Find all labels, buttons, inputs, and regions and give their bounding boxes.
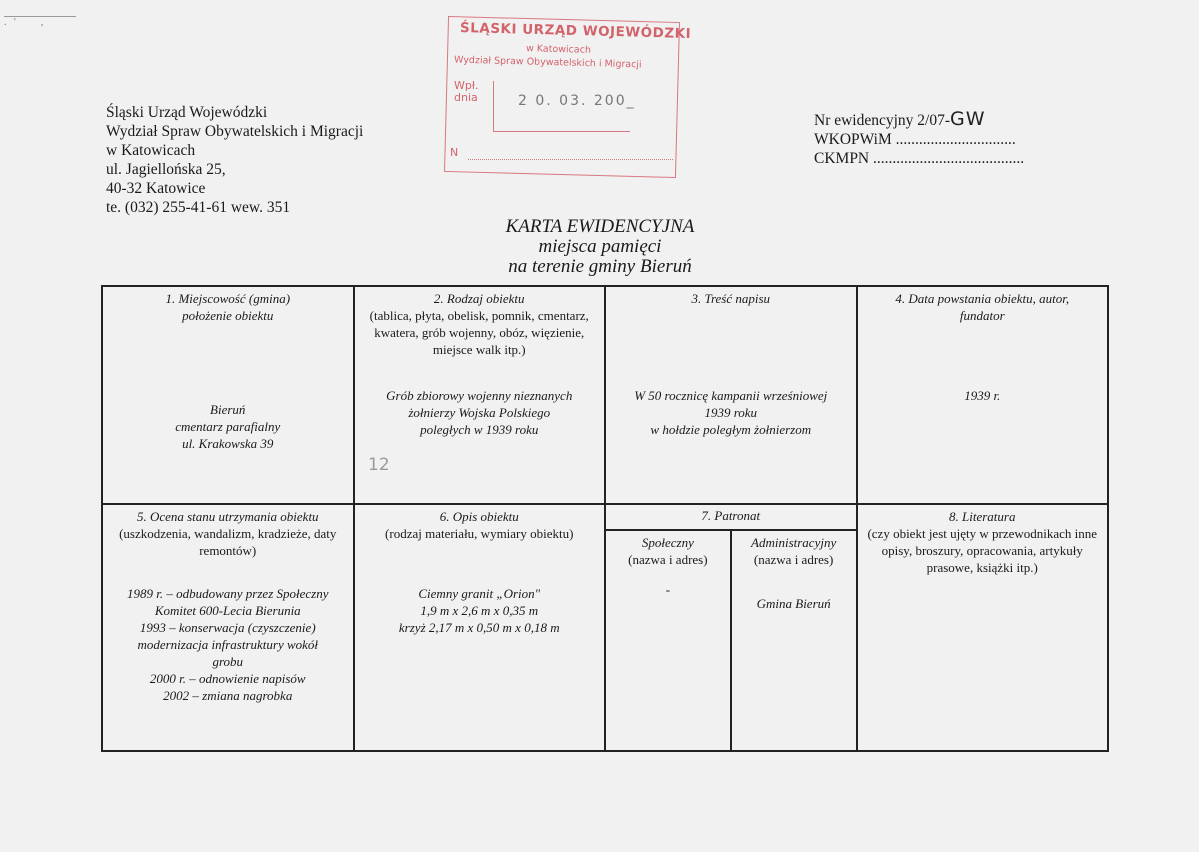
cell-inscription: [605, 286, 857, 504]
patronage-admin: [730, 531, 856, 750]
sender-line: ul. Jagiellońska 25,: [106, 161, 226, 178]
stamp-nr-line: [468, 159, 673, 160]
sender-line: Wydział Spraw Obywatelskich i Migracji: [106, 123, 364, 140]
stamp-date: 2 0. 03. 200_: [518, 93, 636, 109]
location-header: 1. Miejscowość (gmina): [165, 291, 291, 306]
description-line: krzyż 2,17 m x 0,50 m x 0,18 m: [398, 620, 560, 635]
stamp-wpl: Wpł.: [454, 79, 479, 92]
registry-nr: [814, 110, 1024, 130]
title-line-2: miejsca pamięci: [538, 236, 662, 257]
table-row: [102, 286, 1108, 504]
patronage-social: [606, 531, 730, 750]
cell-description: [354, 504, 606, 751]
sender-line: te. (032) 255-41-61 wew. 351: [106, 199, 291, 216]
location-line: cmentarz parafialny: [175, 419, 281, 434]
cell-creation-date: [857, 286, 1109, 504]
stamp-city: w Katowicach: [525, 43, 592, 56]
patronage-header: 7. Patronat: [606, 505, 856, 531]
cell-patronage: [605, 504, 857, 751]
inscription-line: W 50 rocznicę kampanii wrześniowej: [634, 388, 828, 403]
description-value: [361, 585, 599, 636]
description-header: 6. Opis obiektu: [439, 509, 519, 524]
creation-value: 1939 r.: [964, 388, 1001, 403]
description-line: 1,9 m x 2,6 m x 0,35 m: [420, 603, 539, 618]
object-type-value: [361, 387, 599, 438]
location-value: [109, 401, 347, 452]
sender-address: [106, 103, 363, 217]
registry-ckmpn: CKMPN .......................................: [814, 150, 1025, 167]
registry-nr-handwritten: GW: [950, 108, 986, 130]
condition-line: 2000 r. – odnowienie napisów: [149, 671, 306, 686]
document-title: [400, 217, 800, 277]
table-row: [102, 504, 1108, 751]
social-value: -: [665, 582, 671, 597]
pencil-note: 12: [368, 455, 390, 475]
object-type-header: 2. Rodzaj obiektu: [433, 291, 525, 306]
admin-header: Administracyjny: [751, 535, 837, 550]
stamp-nr: N: [450, 146, 459, 159]
admin-value: Gmina Bieruń: [756, 596, 831, 611]
registry-nr-label: Nr ewidencyjny 2/07-: [814, 112, 951, 129]
inscription-line: w hołdzie poległym żołnierzom: [650, 422, 812, 437]
social-header: Społeczny: [641, 535, 694, 550]
literature-header: 8. Literatura: [949, 509, 1016, 524]
registry-numbers: [814, 110, 1024, 168]
cell-object-type: [354, 286, 606, 504]
location-header-2: położenie obiektu: [182, 308, 274, 323]
object-type-line: poległych w 1939 roku: [420, 422, 539, 437]
cell-condition: [102, 504, 354, 751]
condition-line: 2002 – zmiana nagrobka: [163, 688, 293, 703]
sender-line: w Katowicach: [106, 142, 196, 159]
social-sub: (nazwa i adres): [628, 552, 708, 567]
creation-header-2: fundator: [959, 308, 1005, 323]
condition-line: 1993 – konserwacja (czyszczenie): [139, 620, 316, 635]
condition-value: [109, 585, 347, 704]
object-type-line: Grób zbiorowy wojenny nieznanych: [386, 388, 573, 403]
record-card-table: [101, 285, 1109, 752]
scan-mark: . ' ,: [4, 16, 76, 31]
stamp-office: ŚLĄSKI URZĄD WOJEWÓDZKI: [459, 19, 692, 43]
receipt-stamp: [446, 19, 692, 177]
registry-wkopwim: WKOPWiM ...............................: [814, 131, 1016, 148]
stamp-received-label: [454, 80, 478, 104]
condition-sub: (uszkodzenia, wandalizm, kradzieże, daty remontów): [119, 526, 337, 558]
description-sub: (rodzaj materiału, wymiary obiektu): [385, 526, 574, 541]
literature-sub: (czy obiekt jest ujęty w przewodnikach inne opisy, broszury, opracowania, artykuły prasowe, książki itp.): [867, 526, 1098, 575]
condition-line: grobu: [212, 654, 244, 669]
admin-sub: (nazwa i adres): [753, 552, 834, 567]
stamp-dnia: dnia: [454, 91, 478, 104]
object-type-sub: (tablica, płyta, obelisk, pomnik, cmentarz, kwatera, grób wojenny, obóz, więzienie, miejsce walk itp.): [369, 308, 589, 357]
object-type-line: żołnierzy Wojska Polskiego: [408, 405, 551, 420]
title-line-1: KARTA EWIDENCYJNA: [505, 216, 695, 237]
condition-line: Komitet 600-Lecia Bierunia: [154, 603, 301, 618]
location-line: ul. Krakowska 39: [182, 436, 274, 451]
inscription-header: 3. Treść napisu: [691, 291, 771, 306]
inscription-line: 1939 roku: [704, 405, 758, 420]
inscription-value: [612, 387, 850, 438]
stamp-department: Wydział Spraw Obywatelskich i Migracji: [453, 54, 642, 71]
location-line: Bieruń: [210, 402, 246, 417]
cell-literature: [857, 504, 1109, 751]
creation-header: 4. Data powstania obiektu, autor,: [895, 291, 1070, 306]
sender-line: Śląski Urząd Wojewódzki: [106, 104, 268, 121]
cell-location: [102, 286, 354, 504]
description-line: Ciemny granit „Orion": [418, 586, 541, 601]
condition-header: 5. Ocena stanu utrzymania obiektu: [136, 509, 319, 524]
title-line-3: na terenie gminy Bieruń: [508, 256, 692, 277]
sender-line: 40-32 Katowice: [106, 180, 206, 197]
patronage-columns: [606, 531, 856, 750]
condition-line: 1989 r. – odbudowany przez Społeczny: [127, 586, 329, 601]
condition-line: modernizacja infrastruktury wokół: [137, 637, 319, 652]
